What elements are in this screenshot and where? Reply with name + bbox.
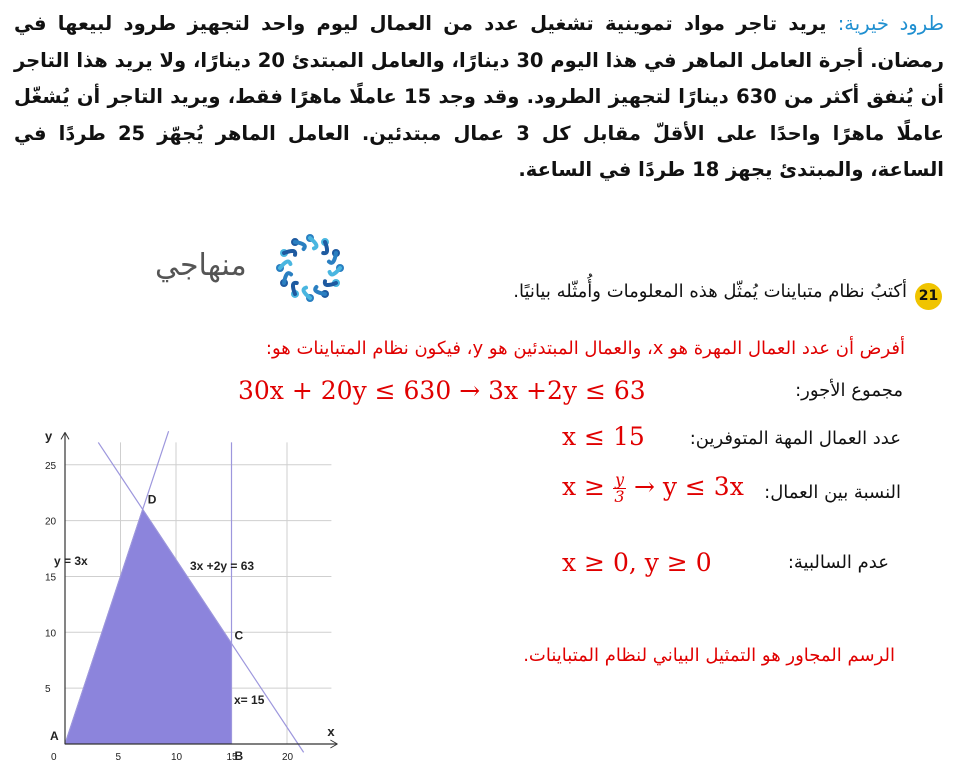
line-label: 3x +2y = 63 xyxy=(190,559,255,573)
line-label: y = 3x xyxy=(54,554,88,568)
logo-figure-body xyxy=(284,251,295,255)
fraction-denominator: 3 xyxy=(614,487,625,506)
y-tick-label: 5 xyxy=(45,684,51,696)
ratio-fraction xyxy=(613,472,626,505)
manhaji-logo xyxy=(155,228,355,308)
fraction-numerator: y xyxy=(614,470,624,489)
problem-paragraph xyxy=(14,6,944,189)
logo-figure-body xyxy=(310,238,316,248)
y-tick-label: 25 xyxy=(45,460,57,472)
point-label-c: C xyxy=(234,628,244,643)
nonnegativity-inequality: x ≥ 0, y ≥ 0 xyxy=(562,548,712,577)
ratio-right: → y ≤ 3x xyxy=(633,472,744,501)
logo-figure-body xyxy=(280,262,290,268)
x-tick-label: 15 xyxy=(226,752,238,763)
logo-figure-body xyxy=(325,281,336,285)
problem-title: طرود خيرية: xyxy=(837,12,944,35)
question-text: أكتبُ نظام متباينات يُمثّل هذه المعلومات وأُمثّله بيانيًا. xyxy=(513,281,907,302)
y-tick-label: 10 xyxy=(45,628,57,640)
x-tick-label: 0 xyxy=(51,752,57,763)
logo-figure-body xyxy=(304,288,310,298)
y-axis-label: y xyxy=(45,428,53,444)
point-label-d: D xyxy=(147,492,157,507)
problem-body: يريد تاجر مواد تموينية تشغيل عدد من العمال ليوم واحد لتجهيز طرود لبيعها في رمضان. أجرة العامل الماهر في هذا اليوم 30 دينارًا، والعامل المبتدئ 20 دينارًا، ولا يريد هذا التاجر أن يُنفق أكثر من 630 دينارًا لتجهيز الطرود. وقد وجد 15 عاملًا ماهرًا فقط، ويريد التاجر أن يُشغّل عاملًا ماهرًا واحدًا على الأقلّ مقابل كل 3 عمال مبتدئين. العامل الماهر يُجهّز 25 طردًا في الساعة، والمبتدئ يجهز 18 طردًا في الساعة. xyxy=(14,12,945,181)
logo-figure-body xyxy=(293,283,297,294)
logo-figure-body xyxy=(323,242,327,253)
feasible-region-chart xyxy=(40,418,350,768)
x-tick-label: 10 xyxy=(171,752,183,763)
point-label-b: B xyxy=(234,749,244,763)
logo-emblem-icon xyxy=(270,228,350,308)
solution-intro: أفرض أن عدد العمال المهرة هو x، والعمال المبتدئين هو y، فيكون نظام المتباينات هو: xyxy=(265,338,905,359)
ratio-label: النسبة بين العمال: xyxy=(764,482,901,503)
wages-label: مجموع الأجور: xyxy=(795,380,903,401)
skilled-count-label: عدد العمال المهة المتوفرين: xyxy=(689,428,901,449)
solution-conclusion: الرسم المجاور هو التمثيل البياني لنظام المتباينات. xyxy=(523,645,895,666)
line-label: x= 15 xyxy=(234,693,265,707)
point-label-a: A xyxy=(50,729,59,743)
logo-text: منهاجي xyxy=(155,248,247,283)
skilled-count-inequality: x ≤ 15 xyxy=(562,422,645,451)
question-number-badge: 21 xyxy=(915,283,942,310)
feasible-region xyxy=(65,509,232,744)
ratio-inequality xyxy=(562,472,744,505)
y-tick-label: 20 xyxy=(45,516,57,528)
nonnegativity-label: عدم السالبية: xyxy=(787,552,889,573)
x-tick-label: 20 xyxy=(282,752,294,763)
ratio-left: x ≥ xyxy=(562,472,605,501)
y-tick-label: 15 xyxy=(45,572,57,584)
wages-inequality: 30x + 20y ≤ 630 → 3x +2y ≤ 63 xyxy=(238,376,646,405)
x-axis-label: x xyxy=(327,724,335,739)
x-tick-label: 5 xyxy=(115,752,122,763)
logo-figure-body xyxy=(330,268,340,274)
